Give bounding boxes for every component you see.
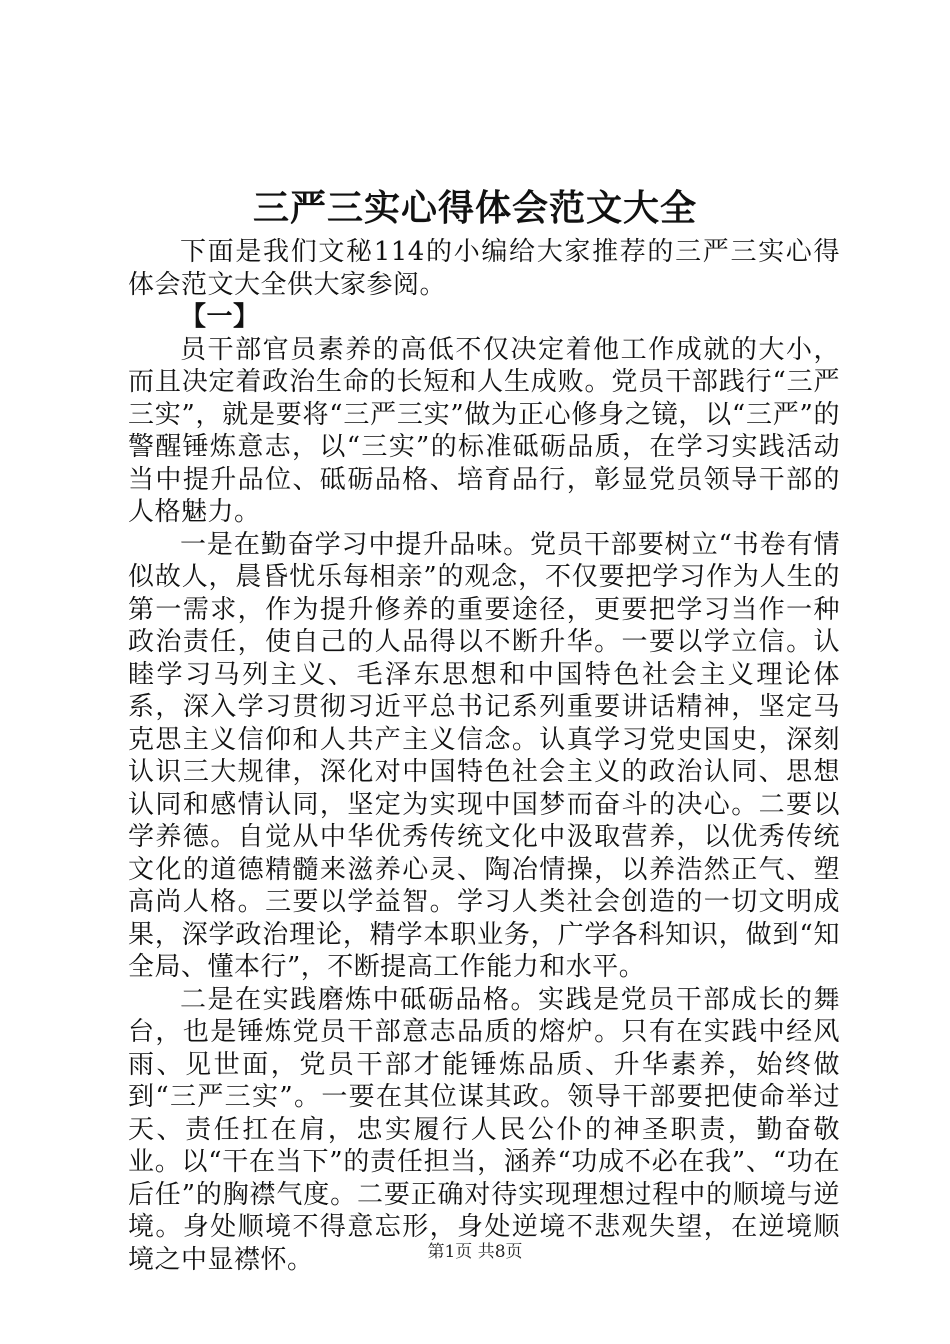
body-paragraph: 一是在勤奋学习中提升品味。党员干部要树立“书卷有情似故人，晨昏忧乐每相亲”的观念，不仅要把学习作为人生的第一需求，作为提升修养的重要途径，更要把学习当作一种政治责任，使自己的人品得以不断升华。一要以学立信。认睦学习马列主义、毛泽东思想和中国特色社会主义理论体系，深入学习贯彻习近平总书记系列重要讲话精神，坚定马克思主义信仰和人共产主义信念。认真学习党史国史，深刻认识三大规律，深化对中国特色社会主义的政治认同、思想认同和感情认同，坚定为实现中国梦而奋斗的决心。二要以学养德。自觉从中华优秀传统文化中汲取营养，以优秀传统文化的道德精髓来滋养心灵、陶冶情操，以养浩然正气、塑高尚人格。三要以学益智。学习人类社会创造的一切文明成果，深学政治理论，精学本职业务，广学各科知识，做到“知全局、懂本行”，不断提高工作能力和水平。 bbox=[128, 529, 840, 982]
intro-paragraph: 下面是我们文秘114的小编给大家推荐的三严三实心得体会范文大全供大家参阅。 bbox=[128, 237, 840, 300]
body-paragraph: 二是在实践磨炼中砥砺品格。实践是党员干部成长的舞台，也是锤炼党员干部意志品质的熔炉。只有在实践中经风雨、见世面，党员干部才能锤炼品质、升华素养，始终做到“三严三实”。一要在其位谋其政。领导干部要把使命举过天、责任扛在肩，忠实履行人民公仆的神圣职责，勤奋敬业。以“干在当下”的责任担当，涵养“功成不必在我”、“功在后任”的胸襟气度。二要正确对待实现理想过程中的顺境与逆境。身处顺境不得意忘形，身处逆境不悲观失望，在逆境顺境之中显襟怀。 bbox=[128, 984, 840, 1275]
document-title: 三严三实心得体会范文大全 bbox=[252, 187, 697, 229]
page-footer: 第1页 共8页 bbox=[427, 1242, 523, 1262]
section-heading: 【一】 bbox=[180, 302, 260, 332]
body-paragraph: 员干部官员素养的高低不仅决定着他工作成就的大小，而且决定着政治生命的长短和人生成败。党员干部践行“三严三实”，就是要将“三严三实”做为正心修身之镜，以“三严”的警醒锤炼意志，以“三实”的标准砥砺品质，在学习实践活动当中提升品位、砥砺品格、培育品行，彰显党员领导干部的人格魅力。 bbox=[128, 334, 840, 527]
document-body bbox=[128, 236, 840, 1276]
